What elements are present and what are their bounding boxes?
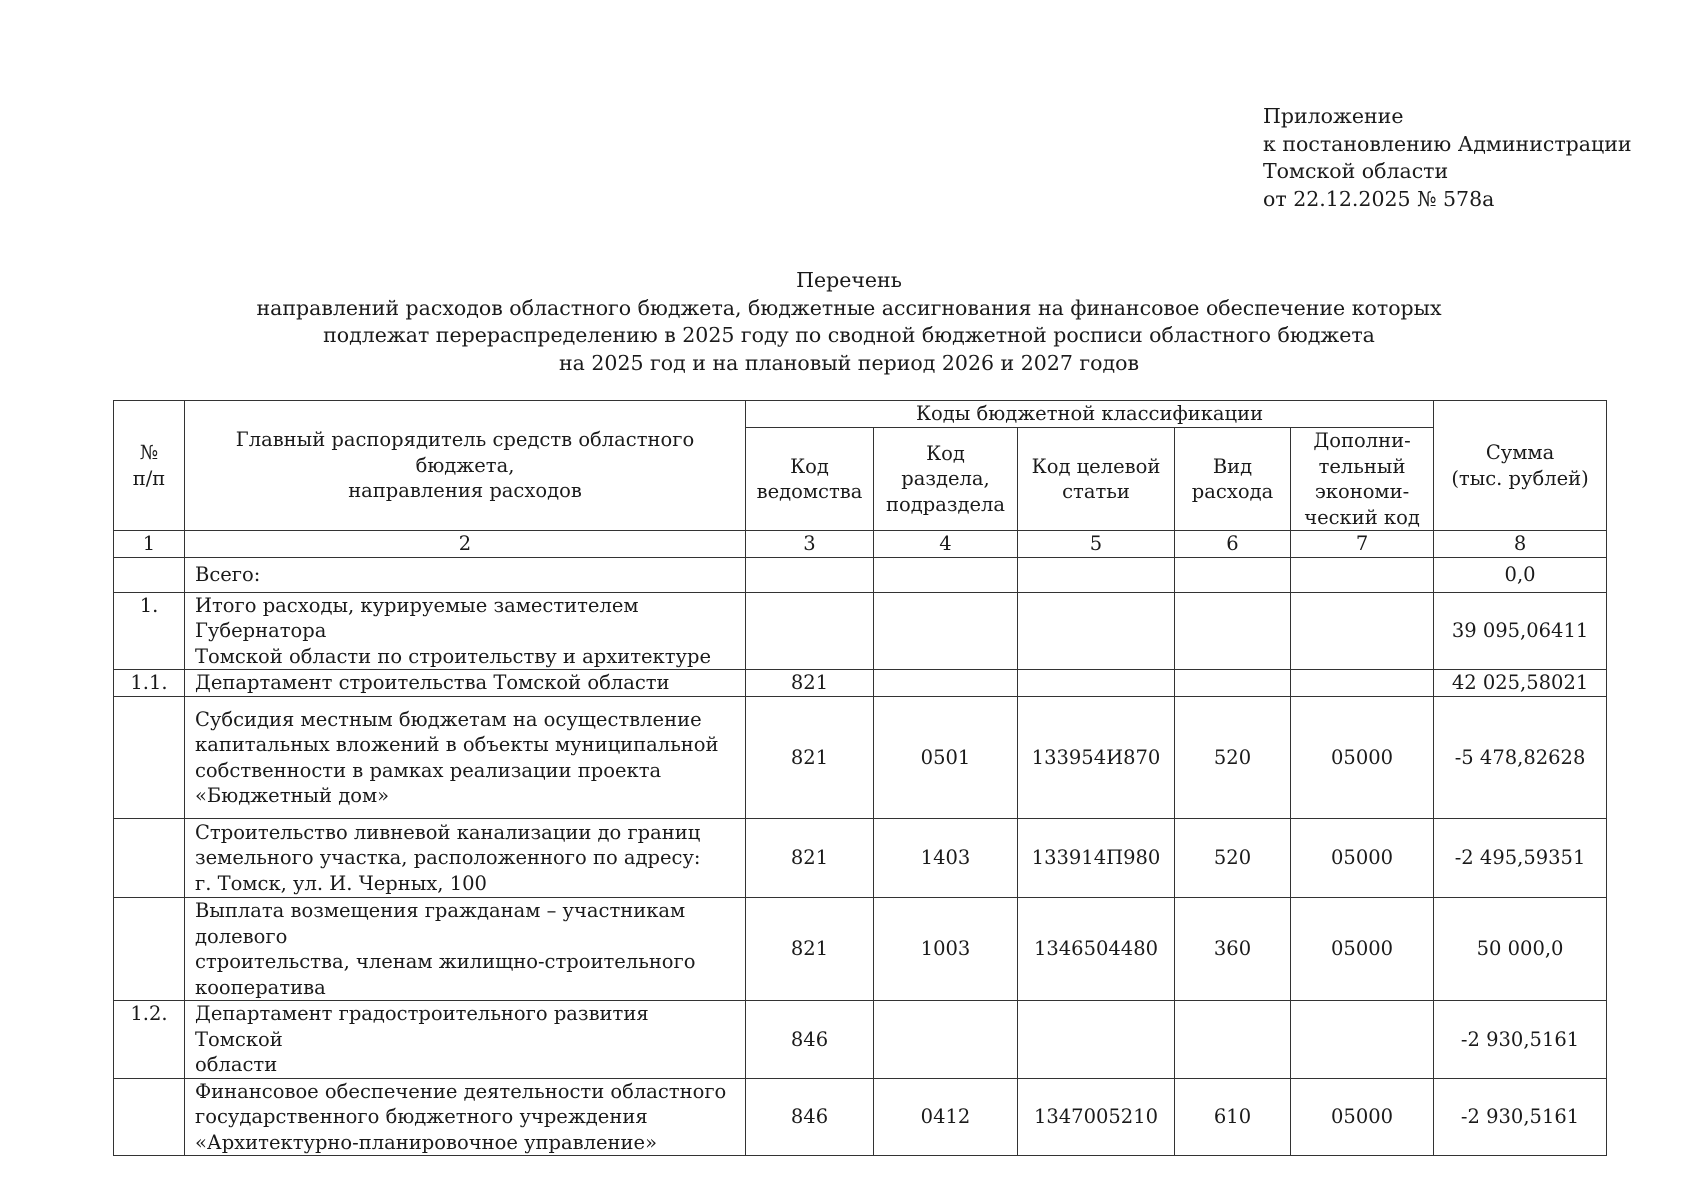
cell-name: Строительство ливневой канализации до границ земельного участка, расположенного по адресу: г. Томск, ул. И. Черных, 100: [185, 819, 746, 898]
cell-econ: 05000: [1291, 819, 1434, 898]
column-index-row: [114, 531, 1607, 558]
table-row: [114, 1001, 1607, 1079]
cell-target: [1018, 592, 1175, 670]
cell-name: Финансовое обеспечение деятельности областного государственного бюджетного учреждения «Архитектурно-планировочное управление»: [185, 1078, 746, 1156]
column-index: 2: [185, 531, 746, 558]
cell-sum: -5 478,82628: [1434, 697, 1607, 819]
cell-sum: -2 930,5161: [1434, 1001, 1607, 1079]
cell-dept: 821: [746, 898, 874, 1001]
cell-sum: -2 495,59351: [1434, 819, 1607, 898]
cell-econ: [1291, 557, 1434, 592]
title-line: направлений расходов областного бюджета, бюджетные ассигнования на финансовое обеспечение которых: [256, 295, 1442, 320]
column-index: 4: [874, 531, 1018, 558]
title-line: подлежат перераспределению в 2025 году по сводной бюджетной росписи областного бюджета: [323, 323, 1375, 347]
col-header-sum: Сумма (тыс. рублей): [1434, 401, 1607, 531]
appendix-header: [1263, 103, 1632, 213]
cell-section: 1403: [874, 819, 1018, 898]
column-index: 7: [1291, 531, 1434, 558]
cell-number: [114, 898, 185, 1001]
cell-econ: 05000: [1291, 697, 1434, 819]
cell-econ: [1291, 592, 1434, 670]
cell-section: [874, 557, 1018, 592]
cell-section: 1003: [874, 898, 1018, 1001]
col-header-kind: Вид расхода: [1175, 428, 1291, 531]
column-index: 8: [1434, 531, 1607, 558]
table-row: [114, 898, 1607, 1001]
cell-sum: -2 930,5161: [1434, 1078, 1607, 1156]
appendix-line: Томской области: [1263, 159, 1449, 183]
col-header-target: Код целевой статьи: [1018, 428, 1175, 531]
cell-kind: 610: [1175, 1078, 1291, 1156]
cell-kind: [1175, 1001, 1291, 1079]
cell-dept: 821: [746, 819, 874, 898]
cell-econ: [1291, 1001, 1434, 1079]
budget-table: [113, 400, 1607, 1156]
cell-number: 1.2.: [114, 1001, 185, 1079]
cell-section: [874, 592, 1018, 670]
cell-target: 1346504480: [1018, 898, 1175, 1001]
cell-sum: 42 025,58021: [1434, 670, 1607, 697]
cell-econ: 05000: [1291, 1078, 1434, 1156]
cell-section: 0412: [874, 1078, 1018, 1156]
table-row: [114, 670, 1607, 697]
cell-dept: 821: [746, 697, 874, 819]
col-header-name: Главный распорядитель средств областного бюджета, направления расходов: [185, 401, 746, 531]
cell-kind: 360: [1175, 898, 1291, 1001]
col-header-dept: Код ведомства: [746, 428, 874, 531]
cell-section: [874, 670, 1018, 697]
table-row: [114, 1078, 1607, 1156]
column-index: 5: [1018, 531, 1175, 558]
cell-sum: 39 095,06411: [1434, 592, 1607, 670]
cell-kind: 520: [1175, 697, 1291, 819]
cell-name: Всего:: [185, 557, 746, 592]
cell-target: [1018, 1001, 1175, 1079]
cell-kind: 520: [1175, 819, 1291, 898]
cell-number: [114, 697, 185, 819]
cell-number: [114, 819, 185, 898]
cell-number: [114, 1078, 185, 1156]
cell-dept: [746, 592, 874, 670]
cell-number: [114, 557, 185, 592]
title-line: на 2025 год и на плановый период 2026 и 2027 годов: [558, 350, 1140, 375]
cell-dept: [746, 557, 874, 592]
table-row-total: [114, 557, 1607, 592]
col-header-codes-group: Коды бюджетной классификации: [746, 401, 1434, 428]
cell-section: [874, 1001, 1018, 1079]
cell-target: 1347005210: [1018, 1078, 1175, 1156]
cell-kind: [1175, 670, 1291, 697]
cell-dept: 846: [746, 1001, 874, 1079]
column-index: 6: [1175, 531, 1291, 558]
col-header-number: № п/п: [114, 401, 185, 531]
appendix-line: к постановлению Администрации: [1263, 131, 1632, 156]
cell-number: 1.: [114, 592, 185, 670]
table-row: [114, 819, 1607, 898]
cell-econ: [1291, 670, 1434, 697]
cell-section: 0501: [874, 697, 1018, 819]
column-index: 1: [114, 531, 185, 558]
column-index: 3: [746, 531, 874, 558]
cell-name: Субсидия местным бюджетам на осуществление капитальных вложений в объекты муниципальной собственности в рамках реализации проекта «Бюджетный дом»: [185, 697, 746, 819]
table-row: [114, 592, 1607, 670]
cell-dept: 821: [746, 670, 874, 697]
title-line: Перечень: [796, 268, 902, 292]
appendix-line: Приложение: [1263, 104, 1404, 128]
cell-sum: 50 000,0: [1434, 898, 1607, 1001]
cell-number: 1.1.: [114, 670, 185, 697]
col-header-econ: Дополни- тельный экономи- ческий код: [1291, 428, 1434, 531]
cell-sum: 0,0: [1434, 557, 1607, 592]
header-row-group: [114, 401, 1607, 428]
cell-target: [1018, 670, 1175, 697]
col-header-section: Код раздела, подраздела: [874, 428, 1018, 531]
cell-kind: [1175, 592, 1291, 670]
cell-econ: 05000: [1291, 898, 1434, 1001]
cell-target: [1018, 557, 1175, 592]
appendix-date-number: от 22.12.2025 № 578а: [1263, 186, 1495, 211]
cell-kind: [1175, 557, 1291, 592]
cell-name: Итого расходы, курируемые заместителем Губернатора Томской области по строительству и архитектуре: [185, 592, 746, 670]
cell-name: Департамент строительства Томской области: [185, 670, 746, 697]
cell-name: Выплата возмещения гражданам – участникам долевого строительства, членам жилищно-строительного кооператива: [185, 898, 746, 1001]
cell-target: 133954И870: [1018, 697, 1175, 819]
cell-name: Департамент градостроительного развития Томской области: [185, 1001, 746, 1079]
cell-dept: 846: [746, 1078, 874, 1156]
document-title: [0, 267, 1698, 377]
cell-target: 133914П980: [1018, 819, 1175, 898]
table-row: [114, 697, 1607, 819]
